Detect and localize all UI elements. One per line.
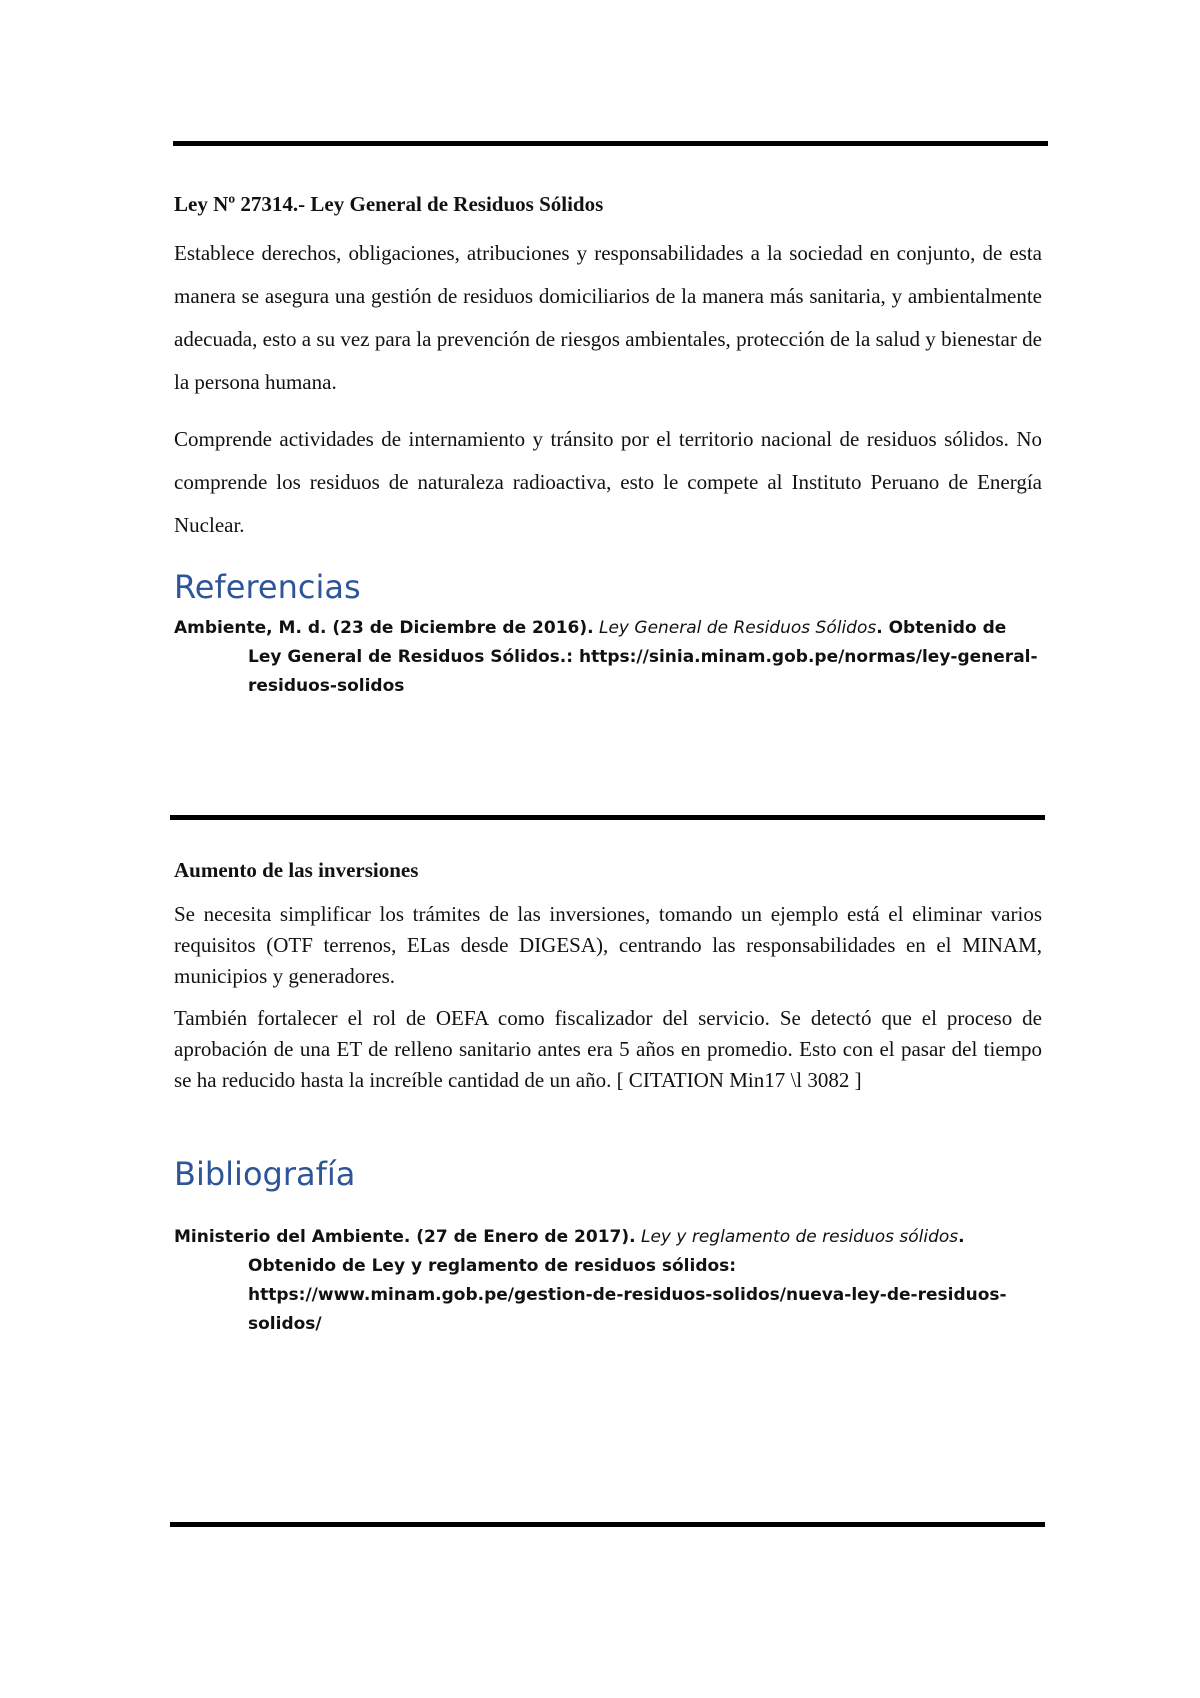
bottom-rule [170, 1522, 1045, 1527]
references-heading: Referencias [174, 568, 361, 606]
middle-rule [170, 815, 1045, 820]
paragraph: También fortalecer el rol de OEFA como fiscalizador del servicio. Se detectó que el proceso de aprobación de una ET de relleno sanitario antes era 5 años en promedio. Esto con el pasar del tiempo se ha reducido hasta la increíble cantidad de un año. [ CITATION Min17 \l 3082 ] [174, 1006, 1042, 1092]
references-block [174, 568, 1042, 701]
paragraph: Se necesita simplificar los trámites de las inversiones, tomando un ejemplo está el eliminar varios requisitos (OTF terrenos, ELas desde DIGESA), centrando las responsabilidades en el MINAM, municipios y generadores. [174, 902, 1042, 988]
reference-rest: . Obtenido de Ley General de Residuos Sólidos.: https://sinia.minam.gob.pe/normas/ley-general-residuos-solidos [248, 618, 1038, 696]
reference-author-date: Ambiente, M. d. (23 de Diciembre de 2016). [174, 618, 594, 638]
reference-entry [174, 614, 1042, 701]
section-title: Ley Nº 27314.- Ley General de Residuos Sólidos [174, 192, 604, 216]
paragraph: Establece derechos, obligaciones, atribuciones y responsabilidades a la sociedad en conjunto, de esta manera se asegura una gestión de residuos domiciliarios de la manera más sanitaria, y ambientalmente adecuada, esto a su vez para la prevención de riesgos ambientales, protección de la salud y bienestar de la persona humana. [174, 241, 1042, 394]
reference-author-date: Ministerio del Ambiente. (27 de Enero de 2017). [174, 1227, 636, 1247]
section-title: Aumento de las inversiones [174, 858, 419, 882]
reference-title: Ley y reglamento de residuos sólidos [641, 1227, 959, 1247]
bibliography-heading: Bibliografía [174, 1155, 356, 1193]
section-ley-27314 [174, 192, 1042, 547]
bibliography-block [174, 1155, 1042, 1339]
reference-entry [174, 1223, 1042, 1339]
reference-rest: . Obtenido de Ley y reglamento de residuos sólidos: https://www.minam.gob.pe/gestion-de-residuos-solidos/nueva-ley-de-residuos-solidos/ [248, 1227, 1007, 1334]
section-inversiones [174, 858, 1042, 1096]
paragraph: Comprende actividades de internamiento y tránsito por el territorio nacional de residuos sólidos. No comprende los residuos de naturaleza radioactiva, esto le compete al Instituto Peruano de Energía Nuclear. [174, 427, 1042, 537]
top-rule [173, 141, 1048, 146]
reference-title: Ley General de Residuos Sólidos [599, 618, 877, 638]
